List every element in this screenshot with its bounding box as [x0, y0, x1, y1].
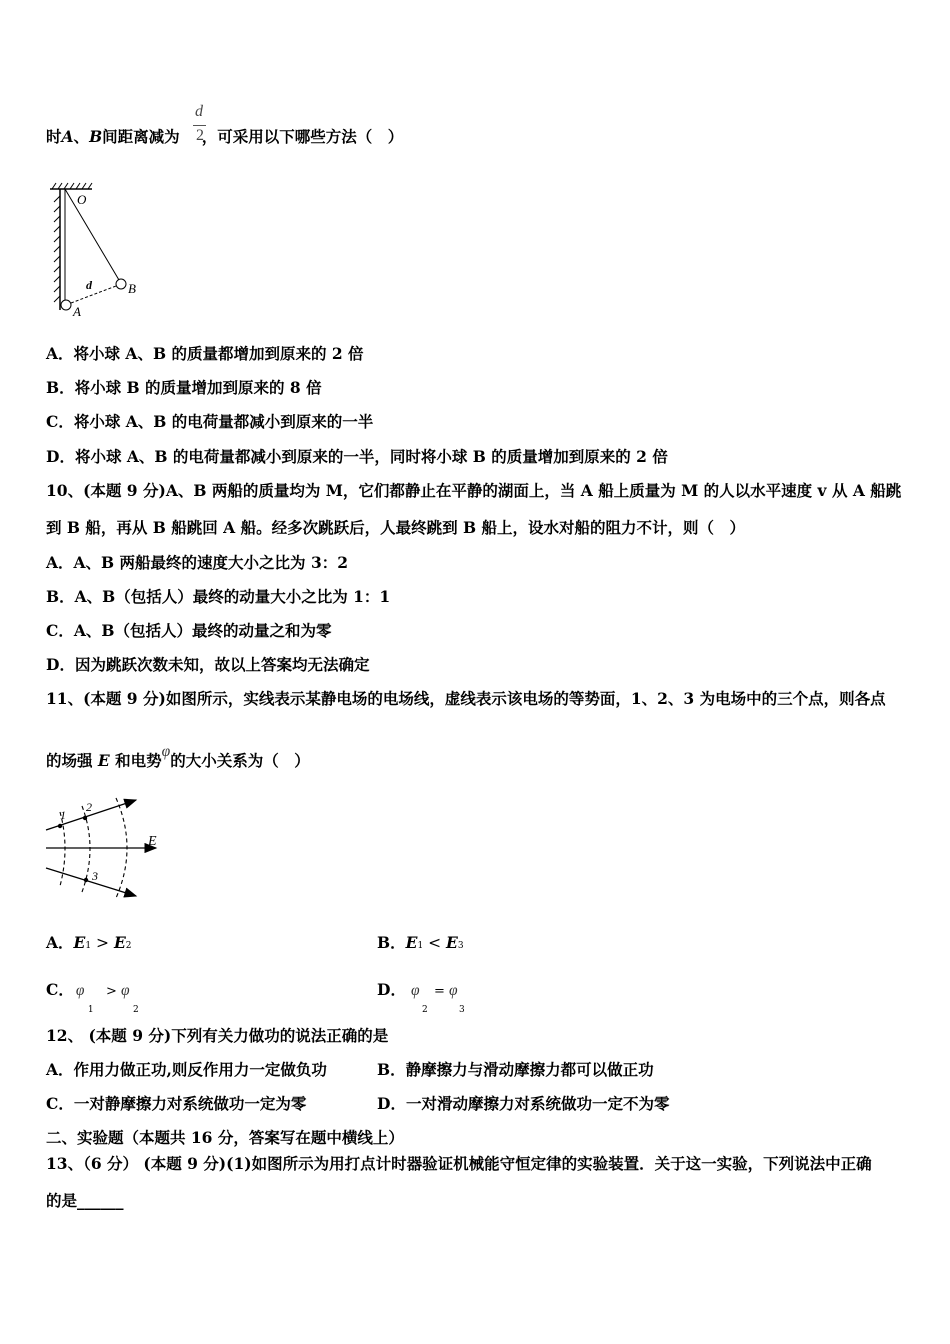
q10-stem-line1: 10、(本题 9 分)A、B 两船的质量均为 M，它们都静止在平静的湖面上，当 A 船上质量为 M 的人以水平速度 v 从 A 船跳 [46, 481, 902, 500]
label-d: d [86, 278, 92, 292]
q9-option-c: C．将小球 A、B 的电荷量都减小到原来的一半 [46, 412, 374, 431]
q9-stem: 时A、B间距离减为 ，可采用以下哪些方法（ ） [46, 127, 404, 146]
q10-option-b: B．A、B（包括人）最终的动量大小之比为 1：1 [46, 587, 391, 606]
q13-stem-line2: 的是______ [46, 1191, 124, 1210]
fraction-bar [193, 125, 206, 126]
q10-option-c: C．A、B（包括人）最终的动量之和为零 [46, 621, 332, 640]
point-2 [83, 816, 87, 820]
section-title-experiment: 二、实验题（本题共 16 分，答案写在题中横线上） [46, 1128, 404, 1147]
q10-stem-line2: 到 B 船，再从 B 船跳回 A 船。经多次跳跃后，人最终跳到 B 船上，设水对船的阻力不计，则（ ） [46, 518, 746, 537]
point-1 [58, 824, 62, 828]
label-a: A [73, 304, 81, 319]
q11-option-a: A．E1 > E2 [46, 933, 132, 952]
q9-option-a: A．将小球 A、B 的质量都增加到原来的 2 倍 [46, 344, 364, 363]
q10-option-a: A．A、B 两船最终的速度大小之比为 3：2 [46, 553, 349, 572]
q11-option-b: B．E1 < E3 [377, 933, 464, 952]
label-2: 2 [86, 800, 92, 814]
q13-stem-line1: 13、（6 分） (本题 9 分)(1)如图所示为用打点计时器验证机械能守恒定律的实验装置．关于这一实验，下列说法中正确 [46, 1154, 872, 1173]
label-3: 3 [92, 869, 98, 883]
label-1: 1 [60, 808, 66, 822]
phi-symbol: φ [161, 743, 171, 760]
q10-option-d: D．因为跳跃次数未知，故以上答案均无法确定 [46, 655, 370, 674]
pendulum-figure [44, 182, 154, 322]
q12-stem: 12、 (本题 9 分)下列有关力做功的说法正确的是 [46, 1026, 389, 1045]
q11-stem-line1: 11、(本题 9 分)如图所示，实线表示某静电场的电场线，虚线表示该电场的等势面，1、2、3 为电场中的三个点，则各点 [46, 689, 886, 708]
label-b: B [128, 281, 136, 296]
ball-a [61, 300, 71, 310]
q11-option-c: C． φ 1 > φ 2 [46, 980, 139, 1015]
q9-option-d: D．将小球 A、B 的电荷量都减小到原来的一半，同时将小球 B 的质量增加到原来的 2 倍 [46, 447, 668, 466]
q12-option-d: D．一对滑动摩擦力对系统做功一定不为零 [377, 1094, 670, 1113]
label-o: O [77, 192, 87, 207]
fraction-numerator: d [195, 103, 203, 120]
q11-option-d: D． φ 2 = φ 3 [377, 980, 465, 1015]
q12-option-b: B．静摩擦力与滑动摩擦力都可以做正功 [377, 1060, 654, 1079]
q12-option-a: A．作用力做正功,则反作用力一定做负功 [46, 1060, 327, 1079]
q9-option-b: B．将小球 B 的质量增加到原来的 8 倍 [46, 378, 322, 397]
q11-stem-line2: 的场强 E 和电势φ的大小关系为（ ） [46, 743, 310, 770]
ball-b [116, 279, 126, 289]
q12-option-c: C．一对静摩擦力对系统做功一定为零 [46, 1094, 307, 1113]
electric-field-figure [44, 792, 174, 902]
label-e: E [148, 834, 157, 849]
point-3 [84, 878, 88, 882]
fraction-denominator: 2 [196, 127, 204, 144]
